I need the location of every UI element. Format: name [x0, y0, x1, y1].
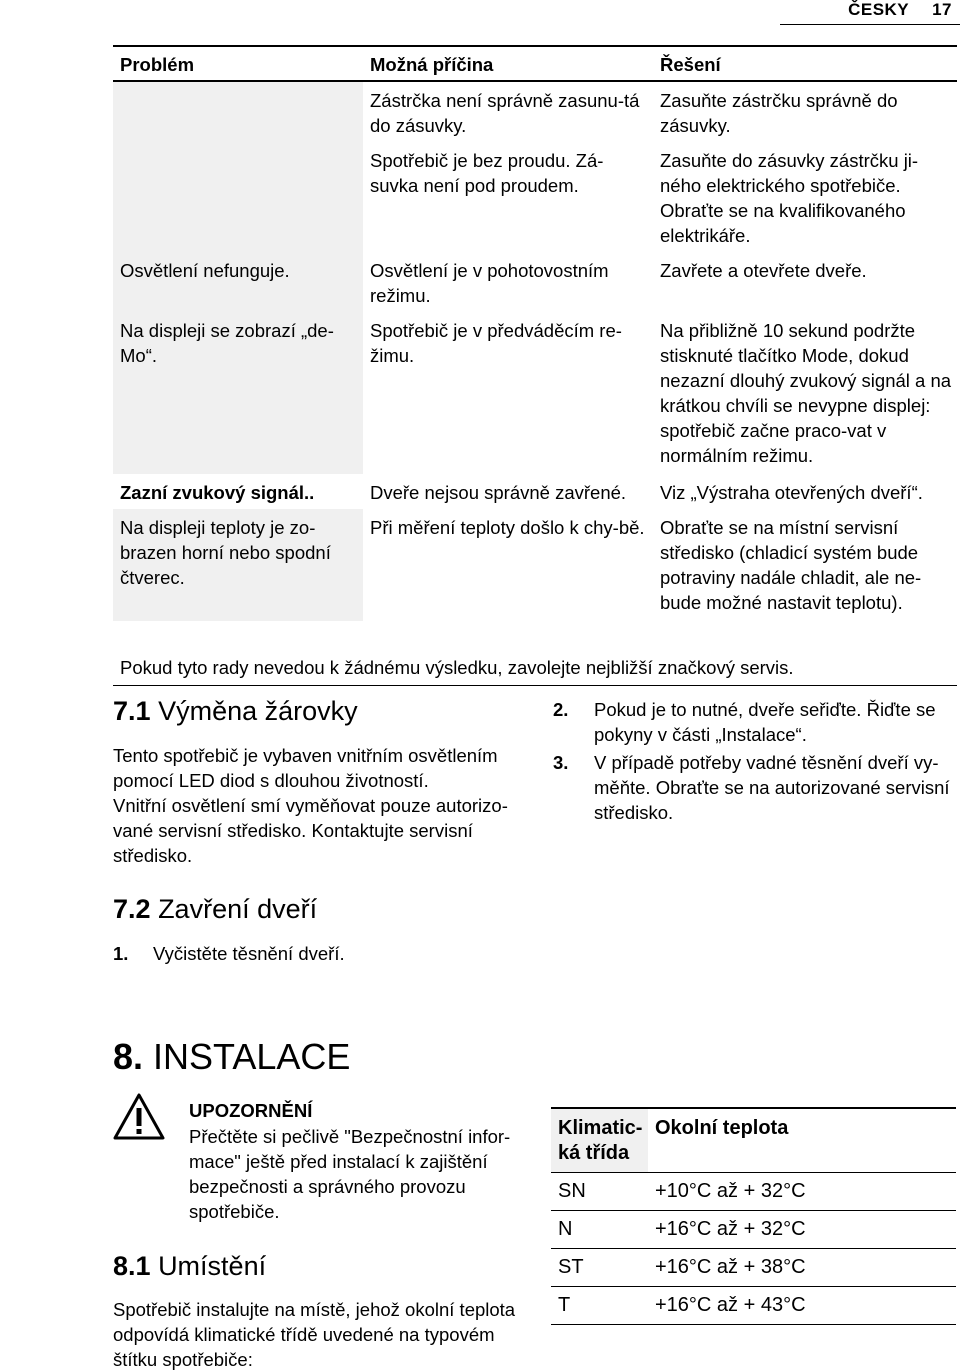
temperature-cell: +16°C až + 38°C — [655, 1256, 806, 1278]
chapter-title: INSTALACE — [153, 1036, 351, 1077]
column-header-solution: Řešení — [660, 54, 721, 75]
table-row — [551, 1173, 956, 1211]
step-text: V případě potřeby vadné těsnění dveří vy-měňte. Obraťte se na autorizované servisní středisko. — [594, 752, 950, 823]
section-title: Umístění — [158, 1251, 267, 1281]
solution-cell: Obraťte se na místní servisní středisko (chladicí systém bude potraviny nadále chladit, ale ne-bude možné nastavit teplotu). — [660, 517, 922, 613]
solution-cell: Zasuňte do zásuvky zástrčku ji-ného elektrického spotřebiče. Obraťte se na kvalifikovaného elektrikáře. — [660, 150, 919, 246]
table-bottom-rule — [113, 685, 957, 686]
language-label: ČESKY — [848, 0, 909, 19]
class-cell: N — [558, 1218, 573, 1240]
step-item — [553, 750, 953, 825]
table-header-row — [551, 1107, 956, 1173]
table-row — [113, 509, 957, 621]
step-number: 3. — [553, 752, 569, 773]
table-row — [551, 1287, 956, 1325]
column-header-temperature: Okolní teplota — [655, 1117, 789, 1139]
table-row — [113, 142, 957, 252]
cause-cell: Spotřebič je bez proudu. Zá-suvka není pod proudem. — [370, 150, 604, 196]
section-7-2-heading — [113, 894, 317, 925]
step-item — [113, 941, 513, 966]
climate-class-table — [551, 1107, 956, 1325]
solution-cell: Viz „Výstraha otevřených dveří“. — [660, 482, 923, 503]
header-rule — [780, 24, 960, 25]
problem-cell: Osvětlení nefunguje. — [113, 252, 363, 312]
section-8-1-heading — [113, 1251, 266, 1282]
table-header-row — [113, 45, 957, 82]
table-row — [113, 474, 957, 509]
step-number: 1. — [113, 943, 129, 964]
cause-cell: Spotřebič je v předváděcím re-žimu. — [370, 320, 622, 366]
table-row — [551, 1249, 956, 1287]
warning-title: UPOZORNĚNÍ — [189, 1100, 313, 1121]
solution-cell: Na přibližně 10 sekund podržte stisknuté tlačítko Mode, dokud nezazní dlouhý zvukový signál a na krátkou chvíli se nevypne displej: spotřebič začne praco-vat v normálním režimu. — [660, 320, 952, 466]
solution-cell: Zavřete a otevřete dveře. — [660, 260, 867, 281]
step-text: Pokud je to nutné, dveře seřiďte. Řiďte se pokyny v části „Instalace“. — [594, 699, 936, 745]
section-number: 7.1 — [113, 696, 151, 726]
section-title: Zavření dveří — [158, 894, 318, 924]
section-7-1-paragraph-2: Vnitřní osvětlení smí vyměňovat pouze autorizo-vané servisní středisko. Kontaktujte servisní středisko. — [113, 795, 508, 866]
temperature-cell: +10°C až + 32°C — [655, 1180, 806, 1202]
cause-cell: Dveře nejsou správně zavřené. — [370, 482, 627, 503]
column-header-class: Klimatic-ká třída — [551, 1109, 648, 1172]
warning-triangle-icon — [112, 1092, 166, 1142]
section-number: 8.1 — [113, 1251, 151, 1281]
section-8-1-paragraph: Spotřebič instalujte na místě, jehož okolní teplota odpovídá klimatické třídě uvedené na typovém štítku spotřebiče: — [113, 1299, 516, 1370]
solution-cell: Zasuňte zástrčku správně do zásuvky. — [660, 90, 898, 136]
column-header-cause: Možná příčina — [370, 54, 494, 75]
step-item — [553, 697, 953, 747]
table-row — [113, 252, 957, 312]
page-header — [830, 0, 952, 20]
chapter-8-heading — [113, 1036, 350, 1078]
step-number: 2. — [553, 699, 569, 720]
problem-cell: Zazní zvukový signál.. — [120, 482, 315, 503]
class-cell: T — [558, 1294, 571, 1316]
chapter-number: 8. — [113, 1036, 144, 1077]
troubleshooting-table — [113, 45, 957, 621]
problem-cell: Na displeji se zobrazí „de-Mo“. — [113, 312, 363, 474]
table-row — [113, 82, 957, 142]
column-header-problem: Problém — [120, 54, 195, 75]
table-row — [551, 1211, 956, 1249]
section-7-1-paragraph-1: Tento spotřebič je vybaven vnitřním osvětlením pomocí LED diod s dlouhou životností. — [113, 745, 498, 791]
problem-cell — [113, 82, 363, 142]
page-number: 17 — [932, 0, 952, 19]
class-cell: ST — [558, 1256, 584, 1278]
problem-cell: Na displeji teploty je zo-brazen horní nebo spodní čtverec. — [113, 509, 363, 621]
problem-cell — [113, 142, 363, 252]
class-cell: SN — [558, 1180, 586, 1202]
section-7-1-heading — [113, 696, 358, 727]
table-row — [113, 312, 957, 474]
section-title: Výměna žárovky — [158, 696, 358, 726]
temperature-cell: +16°C až + 43°C — [655, 1294, 806, 1316]
step-text: Vyčistěte těsnění dveří. — [153, 943, 345, 964]
table-footnote: Pokud tyto rady nevedou k žádnému výsledku, zavolejte nejbližší značkový servis. — [120, 657, 794, 678]
cause-cell: Při měření teploty došlo k chy-bě. — [370, 517, 645, 538]
warning-text: Přečtěte si pečlivě "Bezpečnostní infor-mace" ještě před instalací k zajištění bezpečnosti a správného provozu spotřebiče. — [189, 1126, 511, 1222]
section-number: 7.2 — [113, 894, 151, 924]
cause-cell: Zástrčka není správně zasunu-tá do zásuvky. — [370, 90, 640, 136]
cause-cell: Osvětlení je v pohotovostním režimu. — [370, 260, 609, 306]
temperature-cell: +16°C až + 32°C — [655, 1218, 806, 1240]
